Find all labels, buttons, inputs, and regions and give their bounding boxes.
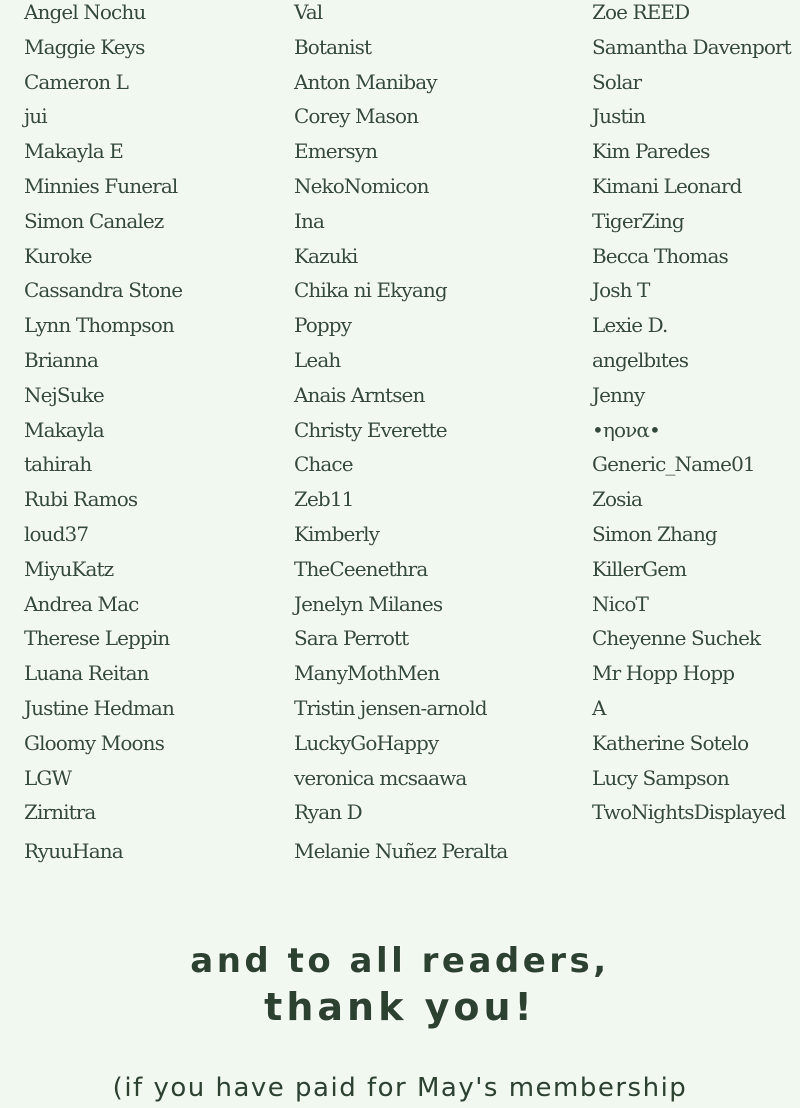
supporter-name: Therese Leppin (24, 626, 170, 651)
supporter-name: Minnies Funeral (24, 173, 178, 198)
thank-you-line-2: thank you! (264, 985, 536, 1029)
supporter-name: Simon Zhang (592, 521, 717, 546)
supporter-name: Cassandra Stone (24, 278, 183, 303)
supporter-name: Anais Arntsen (294, 382, 425, 407)
supporter-name: angelbıtes (592, 347, 689, 372)
supporter-name: Mr Hopp Hopp (592, 661, 735, 686)
supporter-name: Val (294, 0, 323, 24)
supporter-name: tahirah (24, 452, 92, 477)
supporter-name: loud37 (24, 521, 89, 546)
names-column-3 (592, 0, 791, 832)
supporter-name: Gloomy Moons (24, 730, 164, 755)
membership-note: (if you have paid for May's membership (112, 1073, 688, 1103)
supporter-name: Poppy (294, 313, 352, 338)
supporter-name: ManyMothMen (294, 661, 440, 686)
supporter-name: Kimberly (294, 521, 379, 546)
supporter-name: Lexie D. (592, 313, 668, 338)
supporter-name: Lucy Sampson (592, 765, 729, 790)
names-column-2 (294, 0, 507, 871)
supporter-name: Zeb11 (294, 487, 354, 512)
supporter-name: Luana Reitan (24, 661, 149, 686)
supporter-name: Cameron L (24, 69, 129, 94)
supporter-name: Ryan D (294, 800, 362, 825)
supporter-name: TheCeenethra (294, 556, 428, 581)
supporter-name: Corey Mason (294, 104, 419, 129)
supporter-name: Becca Thomas (592, 243, 728, 268)
supporter-name: Katherine Sotelo (592, 730, 749, 755)
thank-you-line-1: and to all readers, (190, 941, 610, 981)
supporter-name: Sara Perrott (294, 626, 409, 651)
supporter-name: Kazuki (294, 243, 358, 268)
supporter-name: Chace (294, 452, 353, 477)
supporter-name: LGW (24, 765, 72, 790)
supporter-name: Andrea Mac (24, 591, 139, 616)
supporter-name: Emersyn (294, 139, 378, 164)
supporter-name: NejSuke (24, 382, 104, 407)
supporter-name: A (592, 695, 606, 720)
supporter-name: Justin (592, 104, 646, 129)
supporter-name: Kimani Leonard (592, 173, 742, 198)
supporter-name: NicoT (592, 591, 648, 616)
supporter-name: Makayla (24, 417, 104, 442)
supporter-name: Botanist (294, 34, 372, 59)
supporter-name: Angel Nochu (24, 0, 146, 24)
supporter-name: Maggie Keys (24, 34, 145, 59)
supporter-name: jui (24, 104, 47, 129)
names-column-1 (24, 0, 182, 871)
supporter-name: Jenelyn Milanes (294, 591, 443, 616)
supporter-name: veronica mcsaawa (294, 765, 467, 790)
supporter-name: TigerZing (592, 208, 684, 233)
supporter-name: •ηονα• (592, 417, 660, 442)
supporter-name: Justine Hedman (24, 695, 174, 720)
supporter-name: LuckyGoHappy (294, 730, 439, 755)
supporter-name: TwoNightsDisplayed (592, 800, 786, 825)
supporter-name: Christy Everette (294, 417, 447, 442)
supporter-name: Solar (592, 69, 642, 94)
supporter-name: Anton Manibay (294, 69, 437, 94)
supporter-name: Leah (294, 347, 341, 372)
supporter-name: Zirnitra (24, 800, 96, 825)
supporter-name: MiyuKatz (24, 556, 114, 581)
supporter-name: NekoNomicon (294, 173, 429, 198)
supporter-name: Rubi Ramos (24, 487, 138, 512)
supporter-name: Tristin jensen-arnold (294, 695, 487, 720)
supporter-name: RyuuHana (24, 839, 123, 864)
supporter-name: Brianna (24, 347, 98, 372)
thank-you-message (0, 938, 800, 1030)
supporter-name: Melanie Nuñez Peralta (294, 839, 508, 864)
supporter-name: Jenny (592, 382, 645, 407)
supporter-name: Makayla E (24, 139, 123, 164)
supporter-name: Lynn Thompson (24, 313, 174, 338)
supporter-name: Kuroke (24, 243, 92, 268)
supporter-name: Ina (294, 208, 325, 233)
supporter-name: Zosia (592, 487, 643, 512)
supporter-name: Samantha Davenport (592, 34, 791, 59)
supporter-name: Josh T (592, 278, 650, 303)
supporter-name: Kim Paredes (592, 139, 710, 164)
supporter-name: Zoe REED (592, 0, 690, 24)
supporter-name: Chika ni Ekyang (294, 278, 447, 303)
supporter-name: Cheyenne Suchek (592, 626, 761, 651)
supporter-name: Simon Canalez (24, 208, 164, 233)
supporter-name: Generic_Name01 (592, 452, 755, 477)
supporter-name: KillerGem (592, 556, 687, 581)
